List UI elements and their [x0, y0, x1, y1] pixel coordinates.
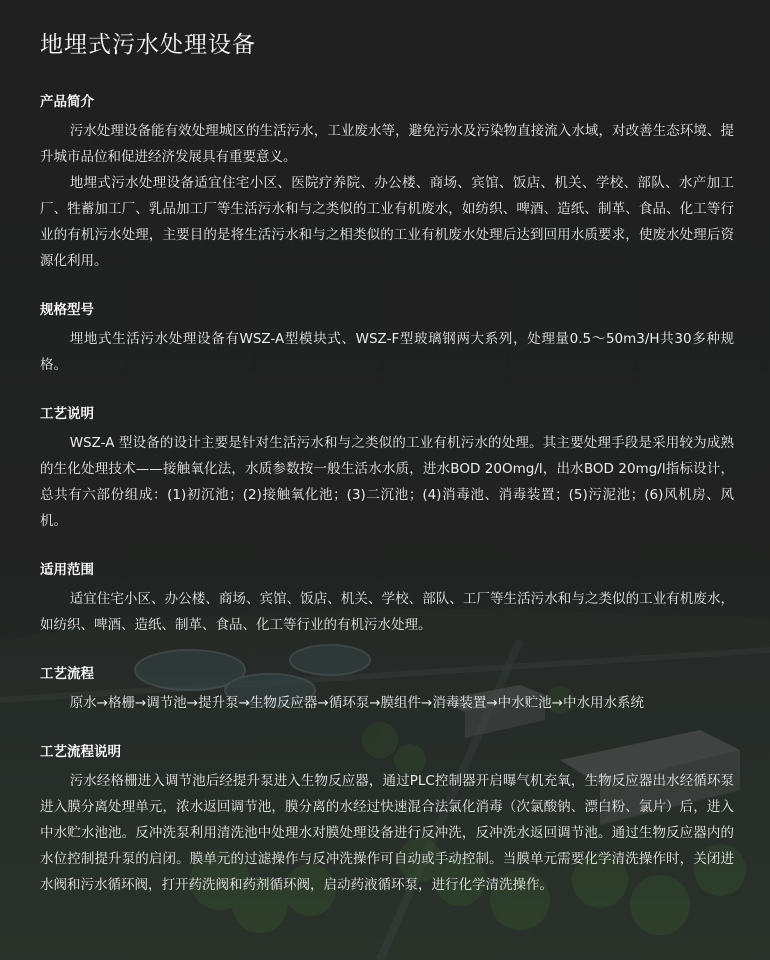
section-paragraph: 污水经格栅进入调节池后经提升泵进入生物反应器，通过PLC控制器开启曝气机充氧，生物反应器出水经循环泵进入膜分离处理单元，浓水返回调节池，膜分离的水经过快速混合法氯化消毒（次氯酸钠、漂白粉、氯片）后，进入中水贮水池池。反冲洗泵利用清洗池中处理水对膜处理设备进行反冲洗，反冲洗水返回调节池。通过生物反应器内的水位控制提升泵的启闭。膜单元的过滤操作与反冲洗操作可自动或手动控制。当膜单元需要化学清洗操作时，关闭进水阀和污水循环阀，打开药洗阀和药剂循环阀，启动药液循环泵，进行化学清洗操作。: [40, 773, 734, 893]
section-heading: 工艺流程: [40, 666, 94, 682]
section-paragraph: 原水→格栅→调节池→提升泵→生物反应器→循环泵→膜组件→消毒装置→中水贮池→中水用水系统: [69, 695, 644, 711]
page-title: 地埋式污水处理设备: [40, 32, 256, 58]
section-paragraph: 埋地式生活污水处理设备有WSZ-A型模块式、WSZ-F型玻璃钢两大系列，处理量0.5～50m3/H共30多种规格。: [40, 331, 734, 373]
section-heading: 规格型号: [40, 302, 94, 318]
section-process-description: [40, 404, 734, 534]
section-heading: 工艺说明: [40, 406, 94, 422]
section-heading: 适用范围: [40, 562, 94, 578]
section-process-flow-description: [40, 742, 734, 898]
section-process-flow: [40, 664, 734, 716]
section-paragraph: 适宜住宅小区、办公楼、商场、宾馆、饭店、机关、学校、部队、工厂等生活污水和与之类似的工业有机废水，如纺织、啤酒、造纸、制革、食品、化工等行业的有机污水处理。: [40, 591, 734, 633]
section-application-scope: [40, 560, 734, 638]
section-specifications: [40, 300, 734, 378]
section-paragraph: 污水处理设备能有效处理城区的生活污水，工业废水等，避免污水及污染物直接流入水域，对改善生态环境、提升城市品位和促进经济发展具有重要意义。: [40, 123, 734, 165]
section-product-intro: [40, 92, 734, 274]
section-heading: 工艺流程说明: [40, 744, 121, 760]
section-heading: 产品简介: [40, 94, 94, 110]
section-paragraph: WSZ-A 型设备的设计主要是针对生活污水和与之类似的工业有机污水的处理。其主要处理手段是采用较为成熟的生化处理技术——接触氧化法，水质参数按一般生活水水质，进水BOD 20Omg/l，出水BOD 20mg/l指标设计，总共有六部份组成：(1)初沉池；(2)接触氧化池；(3)二沉池；(4)消毒池、消毒装置；(5)污泥池；(6)风机房、风机。: [40, 435, 734, 529]
section-paragraph: 地埋式污水处理设备适宜住宅小区、医院疗养院、办公楼、商场、宾馆、饭店、机关、学校、部队、水产加工厂、牲蓄加工厂、乳品加工厂等生活污水和与之类似的工业有机废水，如纺织、啤酒、造纸、制革、食品、化工等行业的有机污水处理，主要目的是将生活污水和与之相类似的工业有机废水处理后达到回用水质要求，使废水处理后资源化利用。: [40, 175, 734, 269]
